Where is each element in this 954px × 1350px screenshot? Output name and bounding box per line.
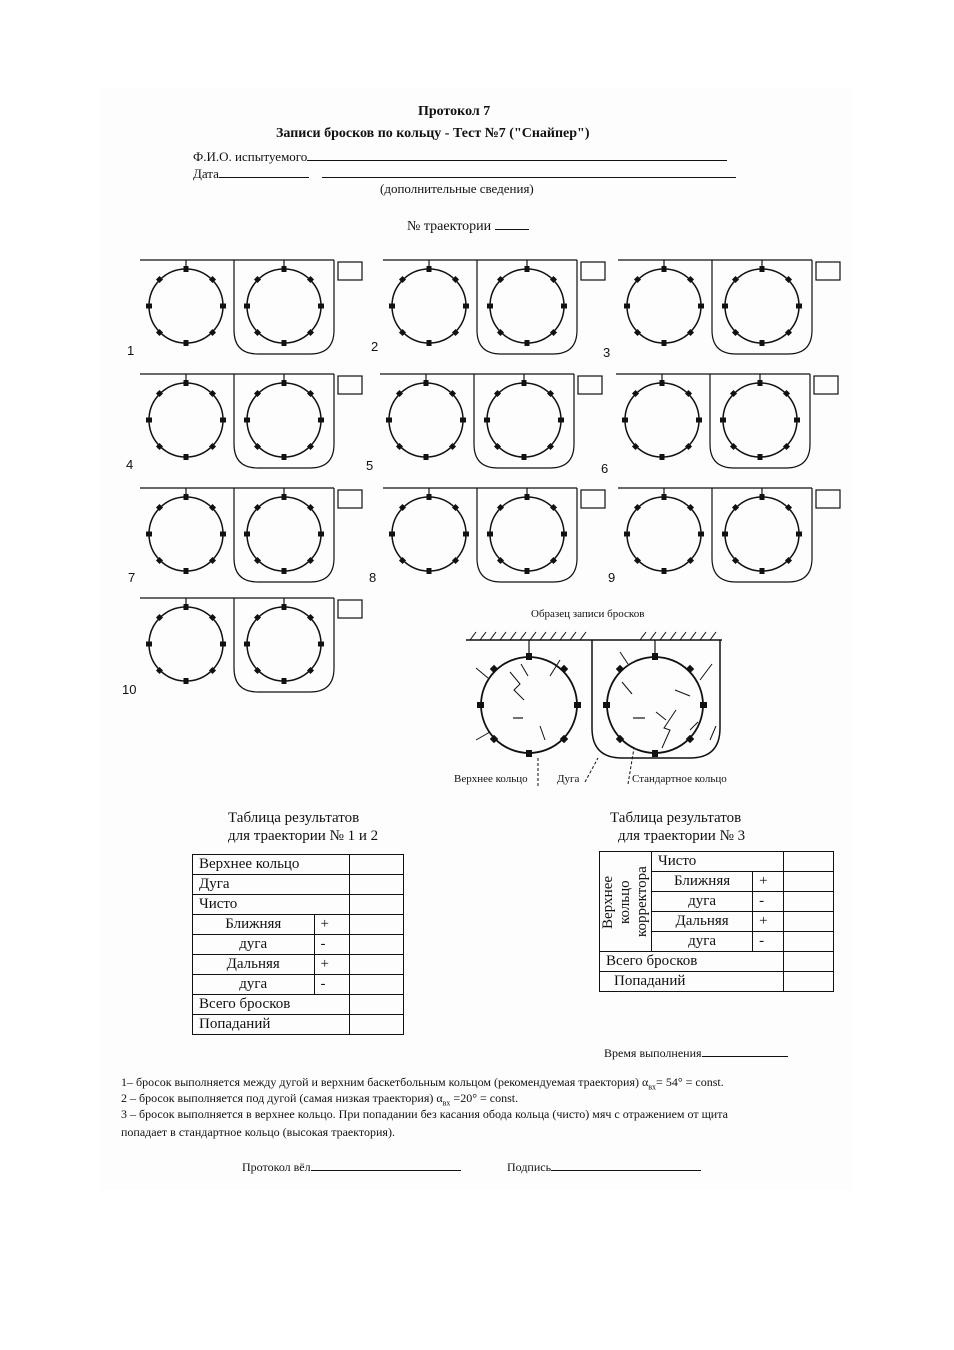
ring-diagram-8	[383, 488, 605, 582]
sign-minus: -	[314, 935, 350, 955]
results-table-2	[599, 851, 834, 992]
row-total: Всего бросков	[600, 952, 784, 972]
extra-info-caption: (дополнительные сведения)	[380, 181, 534, 196]
ring-diagram-6	[616, 374, 838, 468]
value-cell[interactable]	[784, 912, 834, 932]
sign-minus: -	[753, 932, 784, 952]
signature-field[interactable]	[551, 1158, 701, 1171]
sample-diagram	[466, 632, 722, 786]
value-cell[interactable]	[350, 875, 404, 895]
note-1	[121, 1075, 724, 1091]
value-cell[interactable]	[784, 932, 834, 952]
value-cell[interactable]	[350, 1015, 404, 1035]
sign-minus: -	[753, 892, 784, 912]
signature-row	[507, 1158, 701, 1175]
diagram-number-6: 6	[601, 461, 609, 476]
row-far-arc-2: дуга	[193, 975, 315, 995]
row-hits: Попаданий	[193, 1015, 350, 1035]
protocol-by-row	[242, 1158, 461, 1175]
row-near-arc-1: Ближняя	[652, 872, 753, 892]
trajectory-label: № траектории	[407, 219, 492, 234]
vertical-label: Верхнее кольцо корректора	[600, 866, 650, 937]
diagram-number-10: 10	[122, 682, 137, 697]
row-total: Всего бросков	[193, 995, 350, 1015]
table-row	[193, 855, 404, 875]
value-cell[interactable]	[350, 975, 404, 995]
note-3-line-2: попадает в стандартное кольцо (высокая траектория).	[121, 1125, 395, 1139]
ring-diagram-5	[380, 374, 602, 468]
ring-diagram-4	[140, 374, 362, 468]
fio-label: Ф.И.О. испытуемого	[193, 149, 308, 164]
table-row	[193, 915, 404, 935]
row-near-arc-2: дуга	[193, 935, 315, 955]
sample-title: Образец записи бросков	[531, 608, 645, 620]
sign-plus: +	[753, 912, 784, 932]
value-cell[interactable]	[784, 872, 834, 892]
row-far-arc-1: Дальняя	[193, 955, 315, 975]
table-row	[193, 1015, 404, 1035]
row-clean: Чисто	[652, 852, 784, 872]
row-arc: Дуга	[193, 875, 350, 895]
value-cell[interactable]	[784, 972, 834, 992]
note-1-value: = 54° = const.	[656, 1075, 724, 1089]
sign-minus: -	[314, 975, 350, 995]
value-cell[interactable]	[784, 952, 834, 972]
note-3-line-1: 3 – бросок выполняется в верхнее кольцо. При попадании без касания обода кольца (чисто) мяч с отражением от щита	[121, 1107, 728, 1121]
note-2-value: =20° = const.	[450, 1091, 519, 1105]
row-near-arc-2: дуга	[652, 892, 753, 912]
value-cell[interactable]	[350, 855, 404, 875]
time-field[interactable]	[702, 1044, 788, 1057]
row-far-arc-2: дуга	[652, 932, 753, 952]
sign-plus: +	[314, 915, 350, 935]
row-near-arc-1: Ближняя	[193, 915, 315, 935]
table2-title-line1: Таблица результатов	[610, 810, 742, 826]
value-cell[interactable]	[350, 895, 404, 915]
diagram-number-7: 7	[128, 570, 136, 585]
table-row	[193, 995, 404, 1015]
diagram-number-3: 3	[603, 345, 611, 360]
value-cell[interactable]	[350, 935, 404, 955]
table-row	[193, 935, 404, 955]
ring-diagram-3	[618, 260, 840, 354]
note-1-text: 1– бросок выполняется между дугой и верхним баскетбольным кольцом (рекомендуемая траектория) α	[121, 1075, 649, 1089]
ring-diagram-9	[618, 488, 840, 582]
value-cell[interactable]	[350, 995, 404, 1015]
value-cell[interactable]	[784, 892, 834, 912]
sample-label-standard-ring: Стандартное кольцо	[632, 773, 727, 785]
note-1-subscript: вх	[648, 1082, 657, 1092]
table1-title-line1: Таблица результатов	[228, 810, 360, 826]
results-table-1	[192, 854, 404, 1035]
time-row	[604, 1044, 788, 1061]
diagram-number-1: 1	[127, 343, 135, 358]
note-2	[121, 1091, 518, 1107]
diagram-number-9: 9	[608, 570, 616, 585]
diagram-number-8: 8	[369, 570, 377, 585]
note-2-subscript: вх	[442, 1098, 451, 1108]
table-row	[193, 875, 404, 895]
table2-title-line2: для траектории № 3	[618, 828, 746, 844]
diagram-number-5: 5	[366, 458, 374, 473]
ring-diagram-1	[140, 260, 362, 354]
table1-title-line2: для траектории № 1 и 2	[228, 828, 379, 844]
ring-diagram-7	[140, 488, 362, 582]
diagram-number-4: 4	[126, 457, 134, 472]
table-row	[600, 852, 834, 872]
sample-label-arc: Дуга	[557, 773, 580, 785]
time-label: Время выполнения	[604, 1046, 702, 1060]
ring-diagram-2	[383, 260, 605, 354]
sample-label-top-ring: Верхнее кольцо	[454, 773, 528, 785]
note-2-text: 2 – бросок выполняется под дугой (самая низкая траектория) α	[121, 1091, 443, 1105]
protocol-by-label: Протокол вёл	[242, 1160, 311, 1174]
row-hits: Попаданий	[600, 972, 784, 992]
protocol-by-field[interactable]	[311, 1158, 461, 1171]
signature-label: Подпись	[507, 1160, 552, 1174]
table-row	[193, 955, 404, 975]
date-label: Дата	[193, 166, 219, 181]
table-row	[600, 952, 834, 972]
table-row	[193, 975, 404, 995]
row-top-ring: Верхнее кольцо	[193, 855, 350, 875]
value-cell[interactable]	[350, 955, 404, 975]
protocol-title: Протокол 7	[418, 104, 491, 119]
ring-diagram-10	[140, 598, 362, 692]
sign-plus: +	[753, 872, 784, 892]
table-row	[193, 895, 404, 915]
value-cell[interactable]	[350, 915, 404, 935]
row-clean: Чисто	[193, 895, 350, 915]
diagram-number-2: 2	[371, 339, 379, 354]
row-far-arc-1: Дальняя	[652, 912, 753, 932]
table-row	[600, 972, 834, 992]
sign-plus: +	[314, 955, 350, 975]
vertical-label-cell	[600, 852, 652, 952]
protocol-subtitle: Записи бросков по кольцу - Тест №7 ("Снайпер")	[276, 126, 590, 141]
value-cell[interactable]	[784, 852, 834, 872]
